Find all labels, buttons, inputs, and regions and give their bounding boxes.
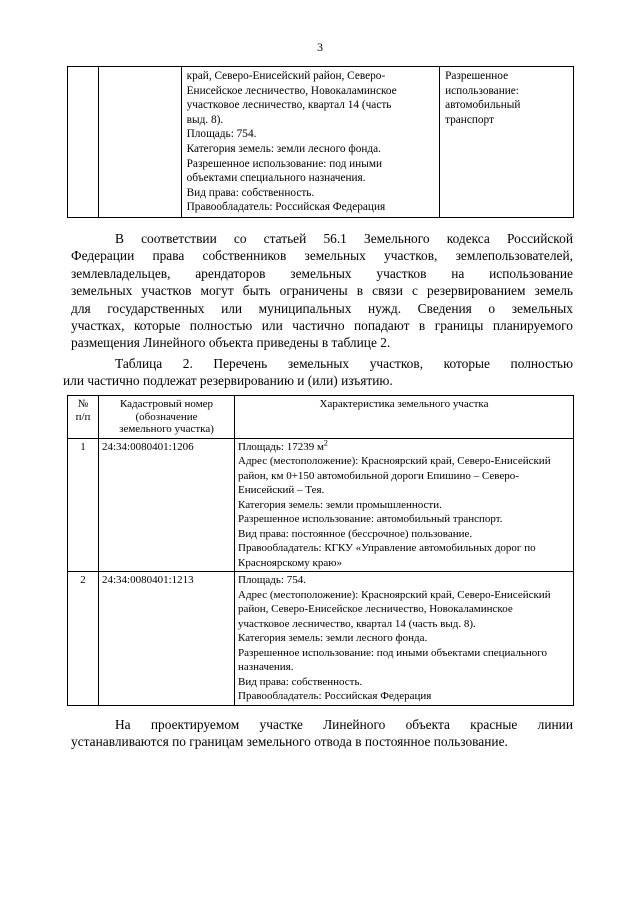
paragraph-line: землевладельцев, арендаторов земельных участков на использование bbox=[71, 265, 573, 281]
characteristic-line: Вид права: постоянное (бессрочное) пользование. bbox=[238, 527, 473, 540]
description-line: объектами специального назначения. bbox=[186, 172, 366, 185]
paragraph-line: для государственных или муниципальных нужд. Сведения о земельных bbox=[71, 300, 573, 316]
description-line: Вид права: собственность. bbox=[186, 186, 315, 199]
table-cell-usage bbox=[440, 67, 574, 218]
table-caption bbox=[63, 355, 573, 390]
row-number: 1 bbox=[68, 438, 99, 572]
header-line: Кадастровый номер bbox=[119, 398, 214, 410]
paragraph-line: На проектируемом участке Линейного объекта красные линии bbox=[115, 717, 573, 732]
row-cadastral: 24:34:0080401:1206 bbox=[99, 438, 235, 572]
characteristic-line: Площадь: 754. bbox=[238, 574, 306, 586]
description-line: Площадь: 754. bbox=[186, 128, 257, 141]
description-line: Енисейское лесничество, Новокаламинское bbox=[186, 84, 397, 97]
table-row bbox=[68, 438, 574, 572]
characteristic-line: назначения. bbox=[238, 661, 294, 673]
description-line: Категория земель: земли лесного фонда. bbox=[186, 142, 382, 155]
table-header-row bbox=[68, 396, 574, 439]
header-line: № bbox=[77, 398, 89, 410]
description-line: Правообладатель: Российская Федерация bbox=[186, 201, 386, 214]
table-cell-cadastral bbox=[99, 67, 181, 218]
row-characteristics bbox=[235, 572, 574, 706]
characteristic-line: Красноярскому краю» bbox=[238, 556, 342, 569]
usage-line: транспорт bbox=[445, 113, 494, 126]
paragraph-line: Федерации права собственников земельных участков, землепользователей, bbox=[71, 248, 573, 264]
header-line: п/п bbox=[75, 410, 91, 423]
characteristic-line: Площадь: 17239 $м^2$ bbox=[238, 437, 328, 453]
characteristic-line: Категория земель: земли промышленности. bbox=[238, 498, 442, 511]
characteristic-line: участковое лесничество, квартал 14 (часть выд. 8). bbox=[238, 617, 476, 630]
characteristic-line: Енисейский – Тея. bbox=[238, 484, 325, 496]
characteristic-line: Правообладатель: КГКУ «Управление автомобильных дорог по bbox=[238, 542, 536, 554]
characteristic-line: Разрешенное использование: под иными объектами специального bbox=[238, 646, 548, 659]
table-row bbox=[68, 572, 574, 706]
final-paragraph bbox=[71, 716, 573, 751]
caption-line: или частично подлежат резервированию и (или) изъятию. bbox=[63, 373, 393, 389]
table-cell-description bbox=[181, 67, 439, 218]
usage-line: Разрешенное bbox=[445, 70, 509, 82]
characteristic-line: Категория земель: земли лесного фонда. bbox=[238, 632, 428, 644]
characteristic-line: район, км 0+150 автомобильной дороги Епишино – Северо- bbox=[238, 469, 519, 482]
row-characteristics bbox=[235, 438, 574, 572]
row-cadastral: 24:34:0080401:1213 bbox=[99, 572, 235, 706]
table-cell-number bbox=[68, 67, 99, 218]
area-superscript: 2 bbox=[323, 437, 328, 447]
header-line: (обозначение bbox=[135, 410, 198, 423]
description-line: участковое лесничество, квартал 14 (часть bbox=[186, 99, 392, 112]
paragraph-line: устанавливаются по границам земельного отвода в постоянное пользование. bbox=[71, 734, 508, 750]
paragraph-line: размещения Линейного объекта приведены в таблице 2. bbox=[71, 335, 391, 351]
paragraph-line: земельных участков могут быть ограничены в связи с резервированием земель bbox=[71, 283, 573, 299]
caption-line: Таблица 2. Перечень земельных участков, которые полностью bbox=[115, 356, 573, 371]
characteristic-line: Адрес (местоположение): Красноярский край, Северо-Енисейский bbox=[238, 588, 551, 601]
paragraph-line: участках, которые полностью или частично попадают в границы планируемого bbox=[71, 318, 573, 334]
description-line: выд. 8). bbox=[186, 113, 224, 126]
row-number: 2 bbox=[68, 572, 99, 706]
continued-parcel-table bbox=[67, 66, 574, 218]
usage-line: автомобильный bbox=[445, 99, 521, 112]
description-line: Разрешенное использование: под иными bbox=[186, 157, 383, 170]
header-number bbox=[68, 396, 99, 439]
legal-paragraph bbox=[71, 230, 573, 352]
characteristic-line: Адрес (местоположение): Красноярский край, Северо-Енисейский bbox=[238, 455, 551, 467]
page-number: 3 bbox=[317, 40, 323, 54]
header-cadastral bbox=[99, 396, 235, 439]
characteristic-line: Разрешенное использование: автомобильный транспорт. bbox=[238, 513, 503, 525]
header-line: земельного участка) bbox=[119, 423, 214, 435]
header-characteristics: Характеристика земельного участка bbox=[235, 396, 574, 439]
description-line: край, Северо-Енисейский район, Северо- bbox=[186, 70, 386, 82]
characteristic-line: район, Северо-Енисейское лесничество, Новокаламинское bbox=[238, 603, 513, 615]
parcels-table bbox=[67, 395, 574, 706]
usage-line: использование: bbox=[445, 84, 519, 97]
paragraph-line: В соответствии со статьей 56.1 Земельного кодекса Российской bbox=[115, 231, 573, 246]
table-row bbox=[68, 67, 574, 218]
characteristic-line: Вид права: собственность. bbox=[238, 675, 363, 688]
characteristic-line: Правообладатель: Российская Федерация bbox=[238, 690, 432, 702]
